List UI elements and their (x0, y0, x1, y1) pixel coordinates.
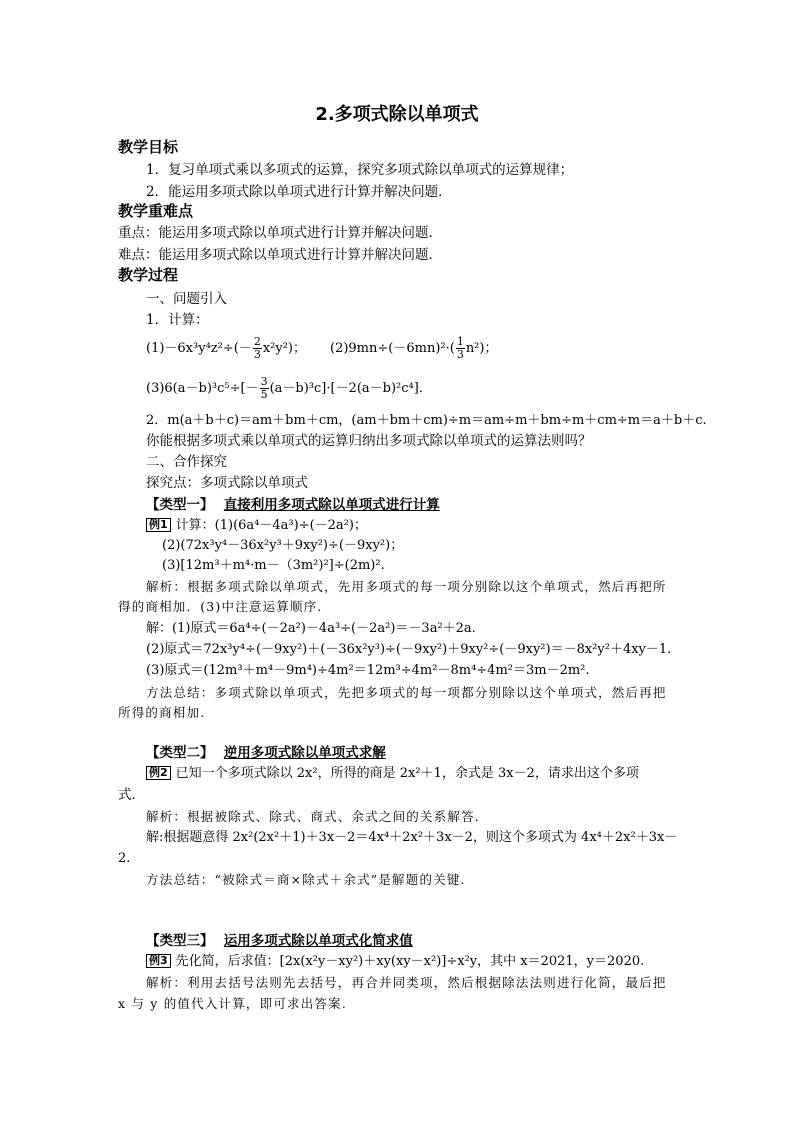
fraction: $\frac{1}{3}$ (456, 335, 464, 361)
type-2-title: 逆用多项式除以单项式求解 (223, 745, 386, 761)
summary-2: 方法总结：“被除式＝商×除式＋余式”是解题的关键. (146, 872, 466, 887)
analysis-1-line-1: 解析：根据多项式除以单项式，先用多项式的每一项分别除以这个单项式，然后再把所 (146, 579, 667, 594)
type-1-title: 直接利用多项式除以单项式进行计算 (223, 497, 440, 513)
explore-point: 探究点：多项式除以单项式 (146, 475, 308, 491)
goals-heading: 教学目标 (118, 138, 179, 156)
formula-2: (2)9mn÷(－6mn)²·( $\frac{1}{3}$ n²)； (330, 335, 498, 361)
formula-1: (1)－6x³y⁴z²÷(－ $\frac{2}{3}$ x²y²)； (146, 335, 306, 361)
intro-line-2: 2．m(a＋b＋c)＝am＋bm＋cm，(am＋bm＋cm)÷m＝am÷m＋bm÷m＋cm÷m＝a＋b＋c. (146, 413, 707, 428)
analysis-1-line-2: 得的商相加．(3)中注意运算顺序. (118, 599, 323, 614)
example-1-question-1: 例1 计算：(1)(6a⁴－4a³)÷(－2a²)； (146, 517, 367, 535)
solution-1-part-3: (3)原式＝(12m³＋m⁴－9m⁴)÷4m²＝12m³÷4m²－8m⁴÷4m²＝3m－2m². (146, 663, 590, 678)
example-2-question-line-2: 式． (118, 787, 145, 803)
solution-1-part-1: 解：(1)原式＝6a⁴÷(－2a²)－4a³÷(－2a²)＝－3a²＋2a. (146, 621, 476, 636)
key-point: 重点：能运用多项式除以单项式进行计算并解决问题． (118, 225, 442, 241)
solution-2-line-1: 解:根据题意得 2x²(2x²＋1)＋3x－2＝4x⁴＋2x²＋3x－2，则这个多项式为 4x⁴＋2x²＋3x－ (146, 830, 678, 845)
example-1-question-2: (2)(72x³y⁴－36x²y³＋9xy²)÷(－9xy²)； (162, 538, 404, 553)
example-badge: 例2 (146, 766, 171, 780)
keypoints-heading: 教学重难点 (118, 202, 194, 220)
example-badge: 例3 (146, 954, 171, 968)
analysis-3-line-1: 解析：利用去括号法则先去括号，再合并同类项，然后根据除法法则进行化简，最后把 (146, 975, 667, 990)
analysis-2: 解析：根据被除式、除式、商式、余式之间的关系解答． (146, 809, 489, 824)
fraction: $\frac{3}{5}$ (260, 375, 268, 401)
type-2-header: 【类型二】 逆用多项式除以单项式求解 (146, 745, 386, 761)
part-2-heading: 二、合作探究 (146, 454, 227, 470)
goal-1: 1．复习单项式乘以多项式的运算，探究多项式除以单项式的运算规律； (146, 162, 574, 178)
example-1-question-3: (3)[12m³＋m⁴·m－（3m²)²]÷(2m)². (162, 558, 385, 573)
example-badge: 例1 (146, 518, 171, 532)
solution-1-part-2: (2)原式＝72x³y⁴÷(－9xy²)＋(－36x²y³)÷(－9xy²)＋9xy²÷(－9xy²)＝－8x²y²＋4xy－1. (146, 642, 672, 657)
document-title: 2.多项式除以单项式 (315, 104, 479, 125)
summary-1-line-1: 方法总结：多项式除以单项式，先把多项式的每一项都分别除以这个单项式，然后再把 (146, 685, 667, 700)
example-2-question-line-1: 例2 已知一个多项式除以 2x²，所得的商是 2x²＋1，余式是 3x－2，请求出这个多项 (146, 765, 639, 783)
formula-3: (3)6(a－b)³c⁵÷[－ $\frac{3}{5}$ (a－b)³c]·[－2(a－b)²c⁴]． (146, 375, 432, 401)
solution-2-line-2: 2. (118, 851, 131, 866)
summary-1-line-2: 所得的商相加. (118, 705, 206, 720)
type-3-title: 运用多项式除以单项式化简求值 (223, 933, 413, 949)
analysis-3-line-2: x 与 y 的值代入计算，即可求出答案. (118, 996, 348, 1011)
example-3-question: 例3 先化简，后求值：[2x(x²y－xy²)＋xy(xy－x²)]÷x²y，其中 x＝2021，y＝2020. (146, 953, 644, 971)
calc-label: 1．计算： (146, 312, 209, 328)
fraction: $\frac{2}{3}$ (253, 335, 261, 361)
process-heading: 教学过程 (118, 266, 179, 284)
part-1-heading: 一、问题引入 (146, 291, 227, 307)
difficulty-point: 难点：能运用多项式除以单项式进行计算并解决问题． (118, 247, 442, 263)
type-1-header: 【类型一】 直接利用多项式除以单项式进行计算 (146, 497, 440, 513)
type-3-header: 【类型三】 运用多项式除以单项式化简求值 (146, 933, 413, 949)
goal-2: 2．能运用多项式除以单项式进行计算并解决问题． (146, 184, 452, 200)
intro-question: 你能根据多项式乘以单项式的运算归纳出多项式除以单项式的运算法则吗？ (146, 433, 592, 449)
